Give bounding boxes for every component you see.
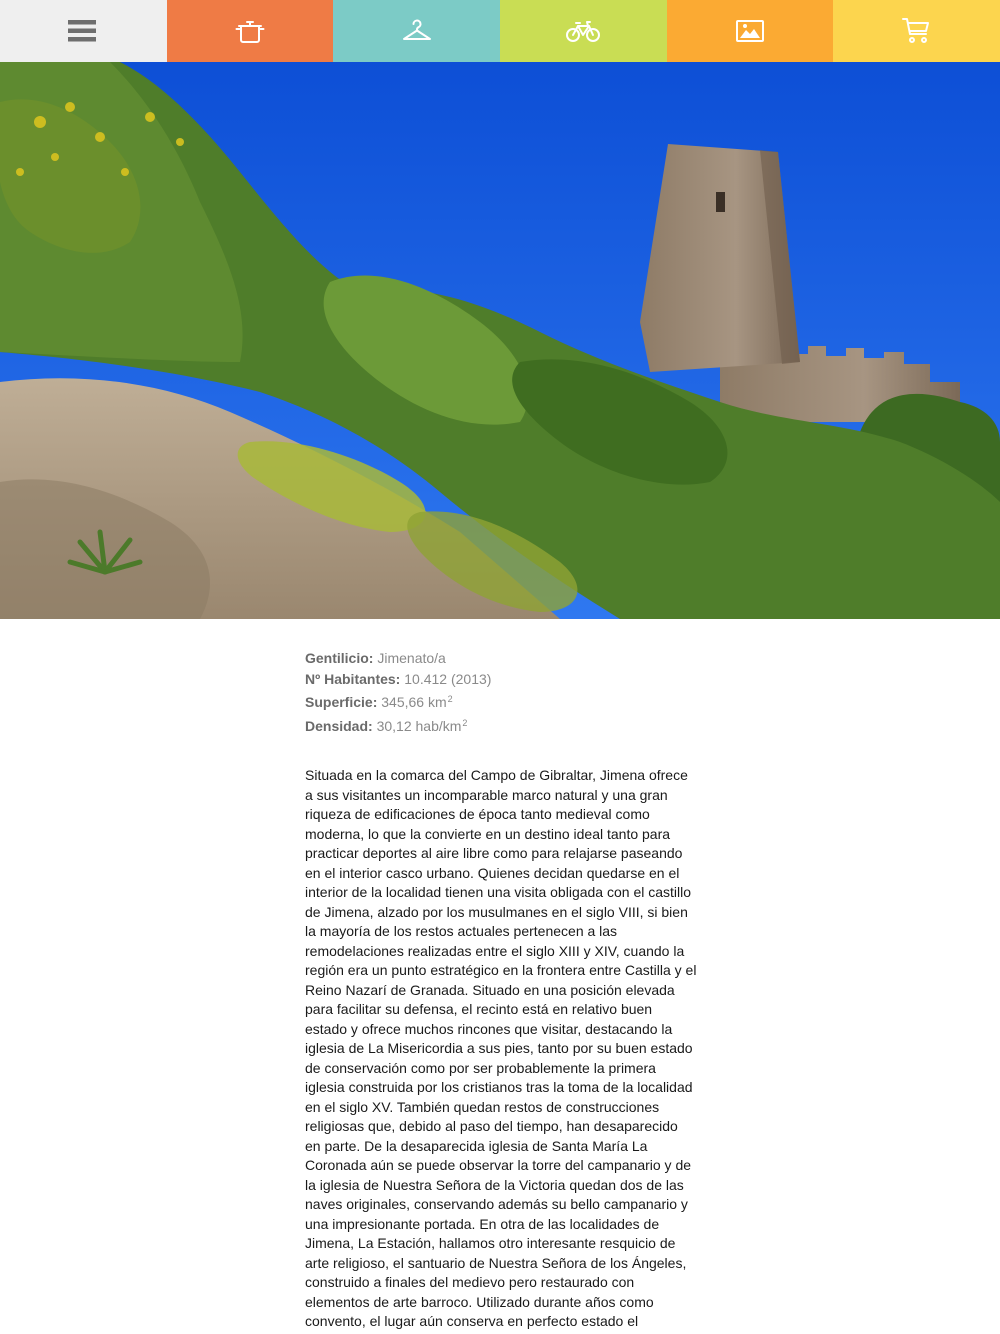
tab-gastronomy[interactable] xyxy=(167,0,334,62)
tab-sports[interactable] xyxy=(500,0,667,62)
fact-label: Densidad: xyxy=(305,717,373,734)
bicycle-icon xyxy=(565,18,601,44)
fact-superscript: 2 xyxy=(462,717,468,728)
town-info xyxy=(305,648,697,1332)
fact-habitantes xyxy=(305,669,697,690)
tab-gallery[interactable] xyxy=(667,0,834,62)
fact-value-number: 30,12 hab/km xyxy=(376,717,462,734)
fact-label: Superficie: xyxy=(305,694,378,710)
picture-icon xyxy=(735,19,765,43)
fact-gentilicio xyxy=(305,648,697,669)
fact-value xyxy=(381,694,452,710)
fact-superscript: 2 xyxy=(447,694,453,704)
tab-shop[interactable] xyxy=(833,0,1000,62)
tab-fashion[interactable] xyxy=(333,0,500,62)
hero-image xyxy=(0,62,1000,619)
fact-value-number: 345,66 km xyxy=(381,694,447,710)
fact-densidad xyxy=(305,713,697,737)
fact-label: Gentilicio: xyxy=(305,650,374,666)
cooking-pot-icon xyxy=(235,18,265,44)
fact-value xyxy=(377,718,468,734)
fact-label: Nº Habitantes: xyxy=(305,670,401,687)
fact-value: Jimenato/a xyxy=(377,650,446,666)
shopping-cart-icon xyxy=(902,17,932,45)
tab-menu[interactable] xyxy=(0,0,167,62)
fact-value: 10.412 (2013) xyxy=(404,670,492,687)
castle-photo xyxy=(0,62,1000,619)
category-tab-bar xyxy=(0,0,1000,62)
fact-superficie xyxy=(305,689,697,713)
description-text: Situada en la comarca del Campo de Gibraltar, Jimena ofrece a sus visitantes un incomparable marco natural y una gran riqueza de edificaciones de época tanto medieval como moderna, lo que la convierte en un destino ideal tanto para practicar deportes al aire libre como para relajarse paseando en el interior casco urbano. Quienes decidan quedarse en el interior de la localidad tienen una visita obligada con el castillo de Jimena, alzado por los musulmanes en el siglo VIII, si bien la mayoría de los restos actuales pertenecen a las remodelaciones realizadas entre el siglo XIII y XIV, cuando la región era un punto estratégico en la frontera entre Castilla y el Reino Nazarí de Granada. Situado en una posición elevada para facilitar su defensa, el recinto está en relativo buen estado y ofrece muchos rincones que visitar, destacando la iglesia de La Misericordia a sus pies, tanto por su buen estado de conservación como por ser probablemente la primera iglesia construida por los cristianos tras la toma de la localidad en el siglo XV. También quedan restos de construcciones religiosas que, debido al paso del tiempo, han desaparecido en parte. De la desaparecida iglesia de Santa María La Coronada aún se puede observar la torre del campanario y de la iglesia de Nuestra Señora de la Victoria quedan dos de las naves originales, conservando además su bello campanario y una impresionante portada. En otra de las localidades de Jimena, La Estación, hallamos otro interesante resquicio de arte religioso, el santuario de Nuestra Señora de los Ángeles, construido a finales del medievo pero restaurado con elementos de arte barroco. Utilizado durante años como convento, el lugar aún conserva en perfecto estado el xyxy=(305,767,697,1329)
clothes-hanger-icon xyxy=(402,18,432,44)
town-facts xyxy=(305,648,697,736)
menu-icon xyxy=(68,19,98,43)
